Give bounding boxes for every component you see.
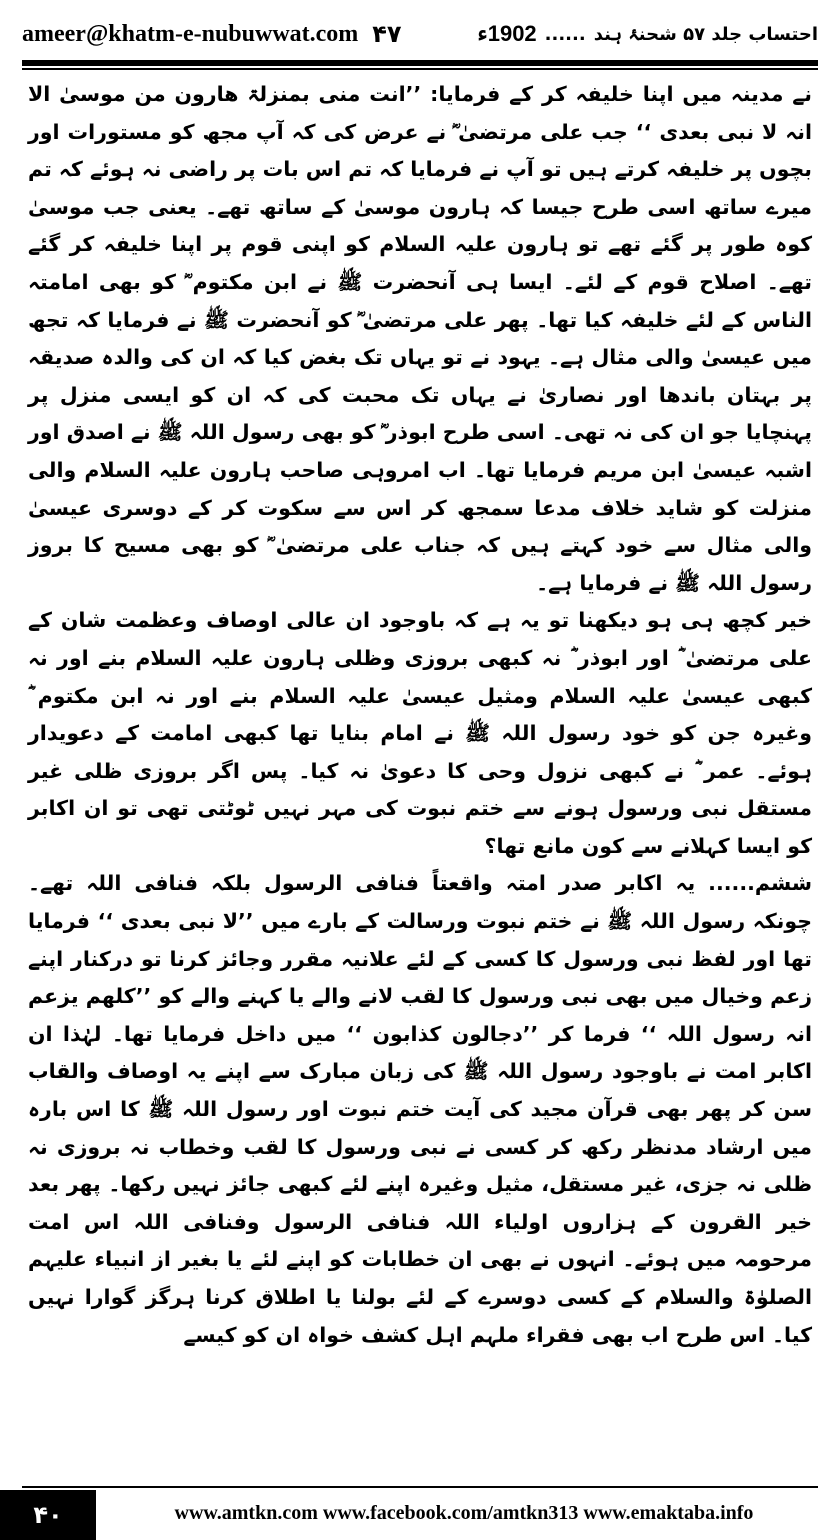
header-dots: ...... [544, 23, 586, 45]
header-left [22, 20, 402, 48]
year: 1902ء [477, 21, 537, 46]
page-header [22, 14, 818, 54]
header-right [477, 21, 818, 47]
page-content [28, 76, 812, 1456]
paragraph-3: ششم...... یہ اکابر صدر امتہ واقعتاً فنافی الرسول بلکہ فنافی اللہ تھے۔ چونکہ رسول اللہ ﷺ نے ختم نبوت ورسالت کے بارے میں ’’لا نبی بعدی ‘‘ فرمایا تھا اور لفظ نبی ورسول کا کسی کے لئے علانیہ مقرر وجائز کرنا تو درکنار اپنے زعم وخیال میں بھی نبی ورسول کا لقب لانے والے یا کہنے والے کو ’’کلھم یزعم انہ رسول اللہ ‘‘ فرما کر ’’دجالون کذابون ‘‘ میں داخل فرمایا تھا۔ لہٰذا ان اکابر امت نے باوجود رسول اللہ ﷺ کی زبان مبارک سے اپنے یہ اوصاف والقاب سن کر پھر بھی قرآن مجید کی آیت ختم نبوت اور رسول اللہ ﷺ کا اس بارہ میں ارشاد مدنظر رکھ کر کسی نے نبی ورسول کا لقب وخطاب نہ بروزی نہ ظلی نہ جزی، غیر مستقل، مثیل وغیرہ اپنے لئے کبھی جائز نہیں رکھا۔ پھر بعد خیر القرون کے ہزاروں اولیاء اللہ فنافی الرسول وفنافی اللہ اس امت مرحومہ میں ہوئے۔ انہوں نے بھی ان خطابات کو اپنے لئے یا بغیر از انبیاء علیہم الصلوٰۃ والسلام کے کسی دوسرے کے لئے بولنا یا اطلاق کرنا ہرگز گوارا نہیں کیا۔ اس طرح اب بھی فقراء ملہم اہل کشف خواہ ان کو کیسے [28, 871, 812, 1347]
page-number: ۴۰ [0, 1490, 96, 1540]
paragraph-1: نے مدینہ میں اپنا خلیفہ کر کے فرمایا: ’’انت منی بمنزلۃ ھارون من موسیٰ الا انہ لا نبی بعدی ‘‘ جب علی مرتضیٰ ؓ نے عرض کی کہ آپ مجھ کو مستورات اور بچوں پر خلیفہ کرتے ہیں تو آپ نے فرمایا کہ تم اس بات پر راضی نہ ہوئے کہ تم میرے ساتھ اسی طرح جیسا کہ ہارون موسیٰ کے ساتھ تھے۔ یعنی جب موسیٰ کوہ طور پر گئے تھے تو ہارون علیہ السلام کو اپنی قوم پر اپنا خلیفہ کر گئے تھے۔ اصلاح قوم کے لئے۔ ایسا ہی آنحضرت ﷺ نے ابن مکتوم ؓ کو بھی امامتہ الناس کے لئے خلیفہ کیا تھا۔ پھر علی مرتضیٰ ؓ کو آنحضرت ﷺ نے فرمایا کہ تجھ میں عیسیٰ والی مثال ہے۔ یہود نے تو یہاں تک بغض کیا کہ ان کی والدہ صدیقہ پر بہتان باندھا اور نصاریٰ نے یہاں تک محبت کی کہ ان کو ایسی منزل پر پہنچایا جو ان کی نہ تھی۔ اسی طرح ابوذر ؓ کو بھی رسول اللہ ﷺ نے اصدق اور اشبہ عیسیٰ ابن مریم فرمایا تھا۔ اب امروہی صاحب ہارون علیہ السلام والی منزلت کو شاید خلاف مدعا سمجھ کر اس سے سکوت کر کے دوسری عیسیٰ والی مثال سے خود کہتے ہیں کہ جناب علی مرتضیٰ ؓ کو بھی مسیح کا بروز رسول اللہ ﷺ نے فرمایا ہے۔ [28, 82, 812, 595]
email-address: ameer@khatm-e-nubuwwat.com [22, 20, 359, 47]
paragraph-2: خیر کچھ ہی ہو دیکھنا تو یہ ہے کہ باوجود ان عالی اوصاف وعظمت شان کے علی مرتضیٰ ؓ اور ابوذر ؓ نہ کبھی بروزی وظلی ہارون علیہ السلام بنے اور نہ کبھی عیسیٰ علیہ السلام ومثیل عیسیٰ علیہ السلام بنے اور نہ ابن مکتوم ؓ وغیرہ جن کو خود رسول اللہ ﷺ نے امام بنایا تھا کبھی امامت کے دعویدار ہوئے۔ عمر ؓ نے کبھی نزول وحی کا دعویٰ نہ کیا۔ پس اگر بروزی ظلی غیر مستقل نبی ورسول ہونے سے ختم نبوت کی مہر نہیں ٹوٹتی تھی تو ان اکابر کو ایسا کہلانے سے کون مانع تھا؟ [28, 608, 812, 858]
page-footer [0, 1490, 840, 1540]
journal-title: احتساب جلد ۵۷ شحنۂ ہند [593, 23, 818, 45]
header-rule-thick [22, 60, 818, 66]
volume-mark: ۴۷ [372, 20, 402, 48]
footer-links: www.amtkn.com www.facebook.com/amtkn313 www.emaktaba.info [174, 1502, 754, 1524]
header-rule-thin [22, 68, 818, 70]
footer-rule [22, 1486, 818, 1488]
